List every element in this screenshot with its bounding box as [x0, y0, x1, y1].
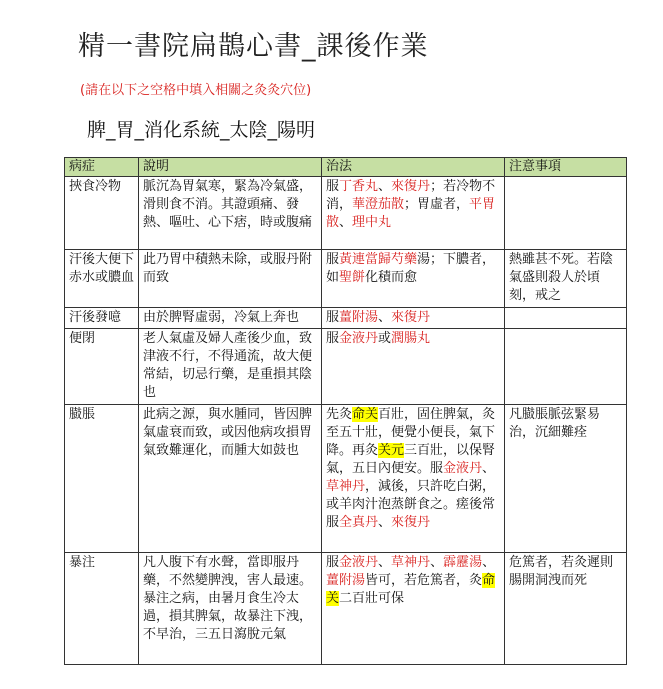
symptom-cell: 便閉	[65, 329, 139, 405]
treatment-text: 化積而愈	[365, 270, 418, 285]
explanation-cell: 脈沉為胃氣寒，緊為冷氣盛，滑則食不消。其證頭痛、發熱、嘔吐、心下痞，時或腹痛	[139, 177, 322, 250]
symptom-cell: 暴注	[65, 553, 139, 665]
remedy-name: 金液丹	[443, 461, 483, 476]
remedy-name: 平胃散	[326, 197, 496, 230]
explanation-cell: 凡人腹下有水聲，當即服丹藥，不然變脾洩，害人最速。暴注之病，由暑月食生冷太過，損其脾氣，故暴注下洩，不早治，三五日瀉脫元氣	[139, 553, 322, 665]
explanation-cell: 此病之源，與水腫同，皆因脾氣虛衰而致，或因他病攻損胃氣致難運化，而腫大如鼓也	[139, 405, 322, 553]
treatment-text: 服	[326, 555, 340, 570]
remedy-name: 金液丹	[339, 555, 379, 570]
treatment-text: 三百壯，以保腎氣，五日內便安。服	[326, 443, 496, 476]
notes-cell	[505, 308, 627, 329]
treatment-text: 、	[378, 179, 392, 194]
treatment-text: 先灸	[326, 407, 353, 422]
remedy-name: 理中丸	[352, 215, 392, 230]
remedy-name: 草神丹	[326, 479, 366, 494]
treatment-table	[64, 157, 627, 665]
treatment-text: ；若冷物不消，	[326, 179, 496, 212]
acupoint-answer: 关元	[378, 443, 405, 458]
table-row	[65, 553, 627, 665]
table-row	[65, 250, 627, 308]
notes-cell	[505, 177, 627, 250]
remedy-name: 來復丹	[391, 515, 431, 530]
treatment-text: 、	[339, 215, 353, 230]
page-title: 精一書院扁鵲心書_課後作業	[78, 31, 429, 62]
notes-cell: 凡臌脹脈弦緊易治，沉細難痊	[505, 405, 627, 553]
treatment-cell	[322, 177, 505, 250]
header-treatment: 治法	[322, 158, 505, 177]
treatment-text: 或	[378, 331, 392, 346]
treatment-text: 、	[482, 555, 496, 570]
table-row	[65, 308, 627, 329]
treatment-text: 、	[378, 515, 392, 530]
treatment-text: ；胃虛者，	[404, 197, 470, 212]
treatment-text: 服	[326, 252, 340, 267]
treatment-text: 、	[378, 310, 392, 325]
treatment-text: 湯；下膿者，如	[326, 252, 496, 285]
table-row	[65, 405, 627, 553]
treatment-cell	[322, 308, 505, 329]
header-explanation: 說明	[139, 158, 322, 177]
treatment-text: 、	[378, 555, 392, 570]
explanation-cell: 老人氣虛及婦人產後少血，致津液不行，不得通流，故大便常結，切忌行藥，是重損其陰也	[139, 329, 322, 405]
treatment-text: 服	[326, 331, 340, 346]
remedy-name: 霹靂湯	[443, 555, 483, 570]
treatment-text: 、	[430, 555, 444, 570]
notes-cell: 熱雖甚不死。若陰氣盛則殺人於頃刻，戒之	[505, 250, 627, 308]
remedy-name: 聖餅	[339, 270, 366, 285]
treatment-cell	[322, 553, 505, 665]
remedy-name: 華澄茄散	[352, 197, 405, 212]
treatment-text: 服	[326, 310, 340, 325]
notes-cell	[505, 329, 627, 405]
section-heading: 脾_胃_消化系統_太陰_陽明	[87, 119, 316, 141]
table-header-row	[65, 158, 627, 177]
remedy-name: 金液丹	[339, 331, 379, 346]
remedy-name: 丁香丸	[339, 179, 379, 194]
treatment-text: 二百壯可保	[339, 591, 405, 606]
remedy-name: 全真丹	[339, 515, 379, 530]
remedy-name: 來復丹	[391, 179, 431, 194]
treatment-cell	[322, 405, 505, 553]
table-row	[65, 177, 627, 250]
treatment-text: 百壯，固住脾氣，灸至五十壯，便覺小便長，氣下降。再灸	[326, 407, 496, 458]
treatment-text: 皆可，若危篤者，灸	[365, 573, 483, 588]
remedy-name: 潤腸丸	[391, 331, 431, 346]
remedy-name: 來復丹	[391, 310, 431, 325]
treatment-text: 服	[326, 179, 340, 194]
acupoint-answer: 命关	[326, 573, 496, 606]
symptom-cell: 汗後發噫	[65, 308, 139, 329]
acupoint-answer: 命关	[352, 407, 379, 422]
remedy-name: 黃連當歸芍藥	[339, 252, 418, 267]
header-symptom: 病症	[65, 158, 139, 177]
symptom-cell: 臌脹	[65, 405, 139, 553]
instruction-text: (請在以下之空格中填入相關之灸灸穴位)	[80, 83, 312, 98]
symptom-cell: 汗後大便下赤水或膿血	[65, 250, 139, 308]
treatment-text: ，減後，只許吃白粥，或羊肉汁泡蒸餅食之。瘥後常服	[326, 479, 496, 530]
treatment-cell	[322, 250, 505, 308]
remedy-name: 薑附湯	[339, 310, 379, 325]
treatment-text: 、	[482, 461, 496, 476]
header-notes: 注意事項	[505, 158, 627, 177]
remedy-name: 草神丹	[391, 555, 431, 570]
table-row	[65, 329, 627, 405]
remedy-name: 薑附湯	[326, 573, 366, 588]
explanation-cell: 由於脾腎虛弱，冷氣上奔也	[139, 308, 322, 329]
symptom-cell: 挾食冷物	[65, 177, 139, 250]
treatment-cell	[322, 329, 505, 405]
explanation-cell: 此乃胃中積熱未除，或服丹附而致	[139, 250, 322, 308]
notes-cell: 危篤者，若灸遲則腸開洞洩而死	[505, 553, 627, 665]
